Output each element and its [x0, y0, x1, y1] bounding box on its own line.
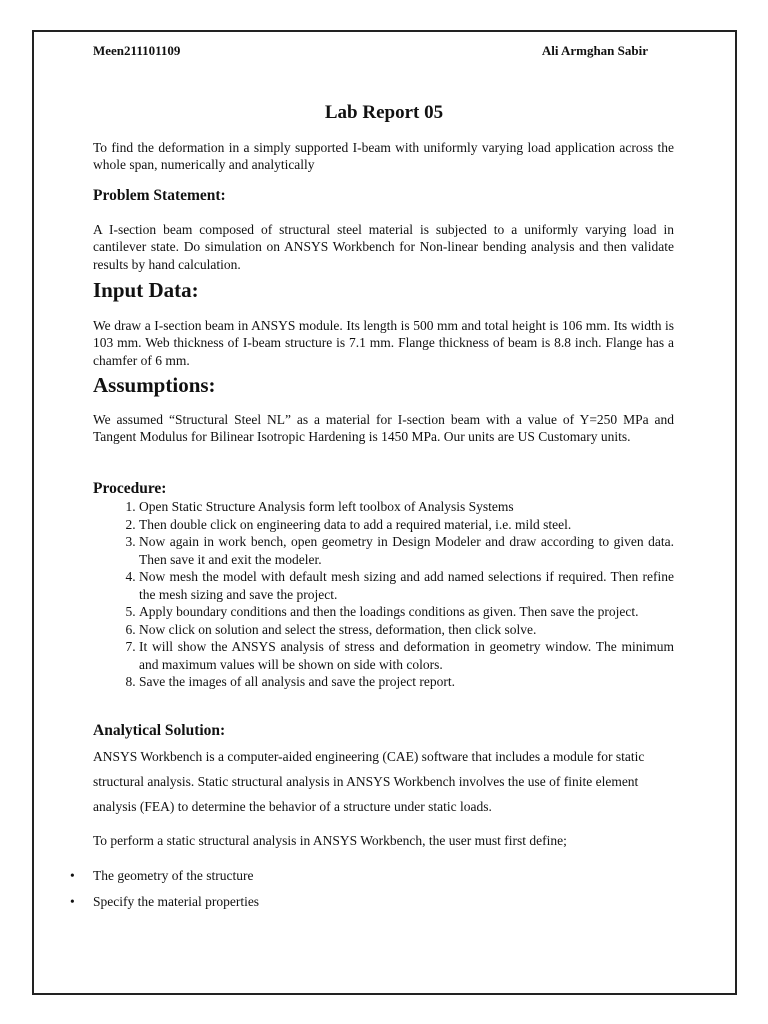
problem-statement-heading: Problem Statement:	[93, 187, 226, 204]
list-item	[70, 868, 253, 884]
bullet-icon: •	[70, 868, 75, 883]
input-data-paragraph: We draw a I-section beam in ANSYS module. Its length is 500 mm and total height is 106 mm. Its width is 103 mm. Web thickness of I-beam structure is 7.1 mm. Flange thickness of beam is 8.8 inch. Flange has a chamfer of 6 mm.	[93, 318, 674, 368]
procedure-step: 4. Now mesh the model with default mesh sizing and add named selections if required. Then refine the mesh sizing and save the project.	[139, 568, 674, 603]
bullet-text: Specify the material properties	[93, 894, 260, 909]
procedure-step: 8. Save the images of all analysis and save the project report.	[139, 673, 674, 691]
procedure-step: 2. Then double click on engineering data to add a required material, i.e. mild steel.	[139, 516, 674, 534]
student-name: Ali Armghan Sabir	[541, 43, 648, 58]
assumptions-paragraph: We assumed “Structural Steel NL” as a material for I-section beam with a value of Y=250 MPa and Tangent Modulus for Bilinear Isotropic Hardening is 1450 MPa. Our units are US Customary units.	[93, 412, 674, 445]
assumptions-heading: Assumptions:	[93, 373, 216, 397]
bullet-icon: •	[70, 894, 75, 909]
objective-paragraph: To find the deformation in a simply supported I-beam with uniformly varying load application across the whole span, numerically and analytically	[93, 140, 674, 173]
problem-statement-paragraph: A I-section beam composed of structural steel material is subjected to a uniformly varying load in cantilever state. Do simulation on ANSYS Workbench for Non-linear bending analysis and then validate results by hand calculation.	[93, 222, 674, 272]
analytical-solution-paragraph: ANSYS Workbench is a computer-aided engineering (CAE) software that includes a module for static structural analysis. Static structural analysis in ANSYS Workbench involves the use of finite element analysis (FEA) to determine the behavior of a structure under static loads.	[93, 749, 645, 814]
analytical-intro: To perform a static structural analysis in ANSYS Workbench, the user must first define;	[93, 833, 567, 848]
page-title: Lab Report 05	[324, 102, 444, 123]
procedure-heading: Procedure:	[93, 480, 167, 497]
student-id: Meen211101109	[93, 43, 181, 58]
procedure-step: 3. Now again in work bench, open geometry in Design Modeler and draw according to given data. Then save it and exit the modeler.	[139, 533, 674, 568]
input-data-heading: Input Data:	[93, 278, 199, 302]
procedure-step: 5. Apply boundary conditions and then the loadings conditions as given. Then save the project.	[139, 603, 674, 621]
procedure-step: 1. Open Static Structure Analysis form left toolbox of Analysis Systems	[139, 498, 674, 516]
list-item	[70, 894, 259, 910]
procedure-list	[93, 498, 674, 691]
analytical-solution-heading: Analytical Solution:	[93, 722, 226, 739]
procedure-step: 6. Now click on solution and select the stress, deformation, then click solve.	[139, 621, 674, 639]
bullet-text: The geometry of the structure	[93, 868, 254, 883]
procedure-step: 7. It will show the ANSYS analysis of stress and deformation in geometry window. The minimum and maximum values will be shown on side with colors.	[139, 638, 674, 673]
